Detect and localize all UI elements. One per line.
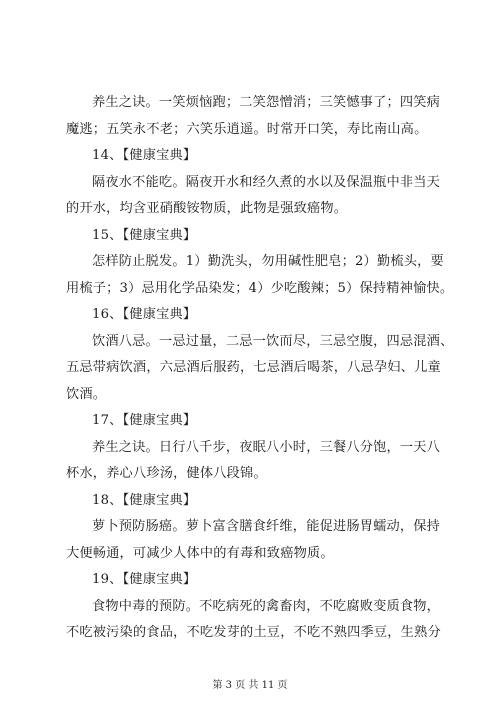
text-line: 用梳子；3）忌用化学品染发；4）少吃酸辣；5）保持精神愉快。 xyxy=(66,280,454,296)
text-line: 杯水，养心八珍汤，健体八段锦。 xyxy=(66,466,267,481)
text-line: 不吃被污染的食品，不吃发芽的土豆，不吃不熟四季豆，生熟分 xyxy=(66,625,441,640)
text-line: 五忌带病饮酒，六忌酒后服药，七忌酒后喝茶，八忌孕妇、儿童 xyxy=(66,360,441,375)
text-line: 食物中毒的预防。不吃病死的禽畜肉，不吃腐败变质食物， xyxy=(92,598,441,614)
page-footer: 第 3 页 共 11 页 xyxy=(212,680,288,691)
text-line: 养生之诀。一笑烦恼跑；二笑怨憎消；三笑憾事了；四笑病 xyxy=(92,95,441,110)
text-line: 饮酒。 xyxy=(66,386,107,402)
text-line: 萝卜预防肠癌。萝卜富含膳食纤维，能促进肠胃蠕动，保持 xyxy=(92,519,441,534)
text-line: 怎样防止脱发。1）勤洗头，勿用碱性肥皂；2）勤梳头，要 xyxy=(92,254,444,269)
text-line: 16、【健康宝典】 xyxy=(92,307,197,322)
text-line: 19、【健康宝典】 xyxy=(92,572,197,587)
text-line: 17、【健康宝典】 xyxy=(92,413,197,428)
document-body xyxy=(66,90,454,647)
text-line: 18、【健康宝典】 xyxy=(92,492,197,508)
text-line: 14、【健康宝典】 xyxy=(92,148,197,163)
text-line: 15、【健康宝典】 xyxy=(92,227,197,243)
text-line: 的开水，均含亚硝酸铵物质，此物是强致癌物。 xyxy=(66,201,348,216)
text-line: 大便畅通，可减少人体中的有毒和致癌物质。 xyxy=(66,545,334,561)
text-line: 养生之诀。日行八千步，夜眠八小时，三餐八分饱，一天八 xyxy=(92,439,441,455)
text-line: 魔逃；五笑永不老；六笑乐逍遥。时常开口笑，寿比南山高。 xyxy=(66,121,428,137)
text-line: 饮酒八忌。一忌过量，二忌一饮而尽，三忌空腹，四忌混酒、 xyxy=(92,333,454,349)
text-line: 隔夜水不能吃。隔夜开水和经久煮的水以及保温瓶中非当天 xyxy=(92,174,441,190)
